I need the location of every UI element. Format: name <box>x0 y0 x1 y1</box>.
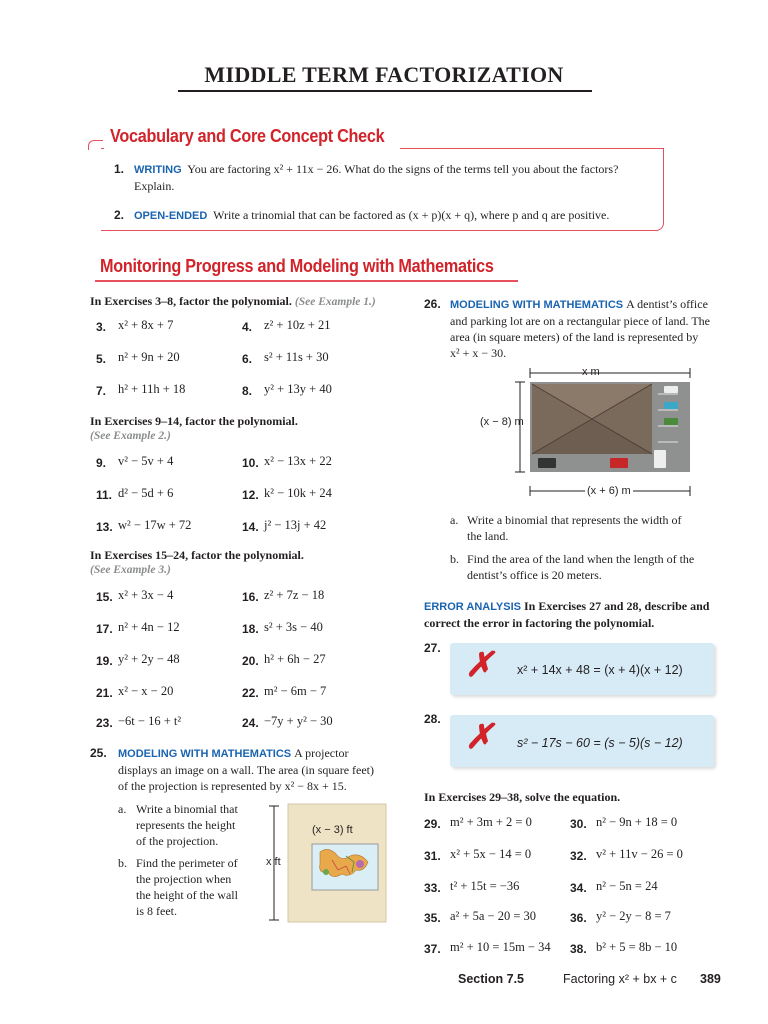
exercise-expression: −7y + y² − 30 <box>264 714 333 728</box>
ex25-b-line: the projection when <box>136 872 232 886</box>
exercise-expression: v² − 5v + 4 <box>118 454 174 468</box>
land-width-label: x m <box>582 366 600 378</box>
page-title: MIDDLE TERM FACTORIZATION <box>204 62 564 87</box>
exercise-number: 32. <box>570 849 587 863</box>
exercise-number: 6. <box>242 352 253 366</box>
land-length-label: (x + 6) m <box>587 485 631 497</box>
instruction-text: In Exercises 3–8, factor the polynomial. <box>90 294 292 308</box>
ex26-part-a <box>467 512 737 544</box>
vocab-box-corner <box>88 140 103 150</box>
vocab-item-1-text-b: Explain. <box>134 179 175 193</box>
exercise-expression: d² − 5d + 6 <box>118 486 174 500</box>
keyword: MODELING WITH MATHEMATICS <box>450 299 624 311</box>
exercise-number: 17. <box>96 622 113 636</box>
equation-expression: v² + 11v − 26 = 0 <box>596 847 683 861</box>
exercise-number: 14. <box>242 520 259 534</box>
exercise-number: 28. <box>424 712 441 726</box>
exercise-expression: j² − 13j + 42 <box>264 518 327 532</box>
exercise-expression: n² + 9n + 20 <box>118 350 180 364</box>
exercise-expression: x² − x − 20 <box>118 684 174 698</box>
ex25-part-a <box>136 801 266 849</box>
exercise-number: 35. <box>424 911 441 925</box>
instruction-9-14: In Exercises 9–14, factor the polynomial. <box>90 414 298 428</box>
ex26-b-line: dentist’s office is 20 meters. <box>467 568 602 582</box>
exercise-number: 7. <box>96 384 107 398</box>
exercise-number: 12. <box>242 488 259 502</box>
ex26-a-line: the land. <box>467 529 509 543</box>
exercise-number: 21. <box>96 686 113 700</box>
exercise-number: 22. <box>242 686 259 700</box>
exercise-number: 34. <box>570 881 587 895</box>
footer-page-number: 389 <box>700 972 721 986</box>
see-example-link[interactable]: (See Example 2.) <box>90 430 171 442</box>
exercise-number: 1. <box>114 162 125 176</box>
exercise-number: 18. <box>242 622 259 636</box>
exercise-expression: z² + 10z + 21 <box>264 318 331 332</box>
exercise-number: 26. <box>424 297 441 311</box>
exercise-number: 15. <box>96 590 113 604</box>
exercise-number: 16. <box>242 590 259 604</box>
error-x-icon: ✗ <box>465 718 494 756</box>
see-example-link[interactable]: (See Example 3.) <box>90 564 171 576</box>
exercise-number: 37. <box>424 942 441 956</box>
monitoring-heading: Monitoring Progress and Modeling with Mathematics <box>100 256 494 276</box>
vocab-item-1-text: You are factoring x² + 11x − 26. What do the signs of the terms tell you about the factors? <box>187 162 619 176</box>
instruction-3-8 <box>90 294 376 309</box>
equation-expression: m² + 10 = 15m − 34 <box>450 940 551 954</box>
error-line: correct the error in factoring the polynomial. <box>424 616 655 630</box>
exercise-expression: y² + 13y + 40 <box>264 382 332 396</box>
keyword: OPEN-ENDED <box>134 210 208 222</box>
exercise-expression: −6t − 16 + t² <box>118 714 182 728</box>
exercise-expression: x² + 3x − 4 <box>118 588 174 602</box>
ex25-line: displays an image on a wall. The area (in square feet) <box>118 763 375 777</box>
exercise-number: 25. <box>90 746 107 760</box>
exercise-expression: n² + 4n − 12 <box>118 620 180 634</box>
ex26-b-line: Find the area of the land when the length of the <box>467 552 695 566</box>
ex26-line: area (in square meters) of the land is represented by <box>450 330 699 344</box>
ex26-part-b <box>467 551 737 583</box>
ex26-line: x² + x − 30. <box>450 346 507 360</box>
exercise-expression: x² − 13x + 22 <box>264 454 332 468</box>
error-equation: x² + 14x + 48 = (x + 4)(x + 12) <box>517 663 683 677</box>
footer-section: Section 7.5 <box>458 972 524 986</box>
land-height-label: (x − 8) m <box>480 416 524 428</box>
exercise-25-text <box>118 745 408 794</box>
exercise-number: 33. <box>424 881 441 895</box>
exercise-expression: z² + 7z − 18 <box>264 588 325 602</box>
exercise-number: 31. <box>424 849 441 863</box>
ex25-line: of the projection is represented by x² − 8x + 15. <box>118 779 347 793</box>
equation-expression: a² + 5a − 20 = 30 <box>450 909 536 923</box>
ex25-b-line: Find the perimeter of <box>136 856 238 870</box>
exercise-number: 13. <box>96 520 113 534</box>
instruction-29-38: In Exercises 29–38, solve the equation. <box>424 790 621 804</box>
equation-expression: m² + 3m + 2 = 0 <box>450 815 532 829</box>
keyword: MODELING WITH MATHEMATICS <box>118 748 292 760</box>
ex25-a-line: of the projection. <box>136 834 219 848</box>
keyword: WRITING <box>134 164 182 176</box>
exercise-number: 36. <box>570 911 587 925</box>
projection-height-label: x ft <box>266 856 281 868</box>
ex26-part-a-label: a. <box>450 513 459 527</box>
exercise-number: 20. <box>242 654 259 668</box>
exercise-number: 3. <box>96 320 107 334</box>
monitoring-heading-rule <box>95 280 518 282</box>
vocab-item-2-text: Write a trinomial that can be factored as (x + p)(x + q), where p and q are positive. <box>213 208 610 222</box>
see-example-link[interactable]: (See Example 1.) <box>294 296 376 308</box>
ex25-line: A projector <box>294 746 349 760</box>
exercise-expression: s² + 3s − 40 <box>264 620 323 634</box>
exercise-number: 4. <box>242 320 253 334</box>
ex25-part-b <box>136 855 266 919</box>
exercise-number: 2. <box>114 208 125 222</box>
projection-width-label: (x − 3) ft <box>312 824 353 836</box>
ex26-part-b-label: b. <box>450 552 459 566</box>
exercise-number: 9. <box>96 456 107 470</box>
instruction-15-24: In Exercises 15–24, factor the polynomial. <box>90 548 304 562</box>
error-analysis-instruction <box>424 598 744 631</box>
exercise-number: 24. <box>242 716 259 730</box>
exercise-number: 8. <box>242 384 253 398</box>
error-line: In Exercises 27 and 28, describe and <box>523 599 710 613</box>
exercise-number: 5. <box>96 352 107 366</box>
exercise-number: 23. <box>96 716 113 730</box>
ex26-line: and parking lot are on a rectangular piece of land. The <box>450 314 710 328</box>
footer-topic: Factoring x² + bx + c <box>563 972 677 986</box>
exercise-expression: y² + 2y − 48 <box>118 652 180 666</box>
equation-expression: y² − 2y − 8 = 7 <box>596 909 671 923</box>
equation-expression: n² − 5n = 24 <box>596 879 658 893</box>
land-figure <box>478 364 706 500</box>
exercise-number: 29. <box>424 817 441 831</box>
exercise-expression: k² − 10k + 24 <box>264 486 332 500</box>
keyword: ERROR ANALYSIS <box>424 601 521 613</box>
exercise-26-text <box>450 296 730 361</box>
exercise-number: 38. <box>570 942 587 956</box>
ex26-line: A dentist’s office <box>626 297 708 311</box>
title-underline <box>178 90 592 92</box>
ex25-b-line: is 8 feet. <box>136 904 177 918</box>
vocab-item-1 <box>134 161 654 194</box>
exercise-expression: m² − 6m − 7 <box>264 684 327 698</box>
ex25-part-b-label: b. <box>118 856 127 870</box>
ex26-a-line: Write a binomial that represents the width of <box>467 513 682 527</box>
vocab-item-2 <box>134 207 654 224</box>
exercise-expression: h² + 6h − 27 <box>264 652 326 666</box>
equation-expression: n² − 9n + 18 = 0 <box>596 815 678 829</box>
exercise-number: 11. <box>96 488 113 502</box>
equation-expression: b² + 5 = 8b − 10 <box>596 940 678 954</box>
ex25-part-a-label: a. <box>118 802 127 816</box>
equation-expression: x² + 5x − 14 = 0 <box>450 847 532 861</box>
error-x-icon: ✗ <box>465 646 494 684</box>
exercise-expression: x² + 8x + 7 <box>118 318 174 332</box>
exercise-expression: h² + 11h + 18 <box>118 382 186 396</box>
exercise-expression: w² − 17w + 72 <box>118 518 192 532</box>
ex25-a-line: Write a binomial that <box>136 802 238 816</box>
vocab-heading: Vocabulary and Core Concept Check <box>110 126 385 146</box>
exercise-number: 27. <box>424 641 441 655</box>
exercise-expression: s² + 11s + 30 <box>264 350 329 364</box>
ex25-a-line: represents the height <box>136 818 236 832</box>
exercise-number: 10. <box>242 456 259 470</box>
exercise-number: 30. <box>570 817 587 831</box>
equation-expression: t² + 15t = −36 <box>450 879 520 893</box>
ex25-b-line: the height of the wall <box>136 888 238 902</box>
exercise-number: 19. <box>96 654 113 668</box>
error-equation: s² − 17s − 60 = (s − 5)(s − 12) <box>517 736 683 750</box>
